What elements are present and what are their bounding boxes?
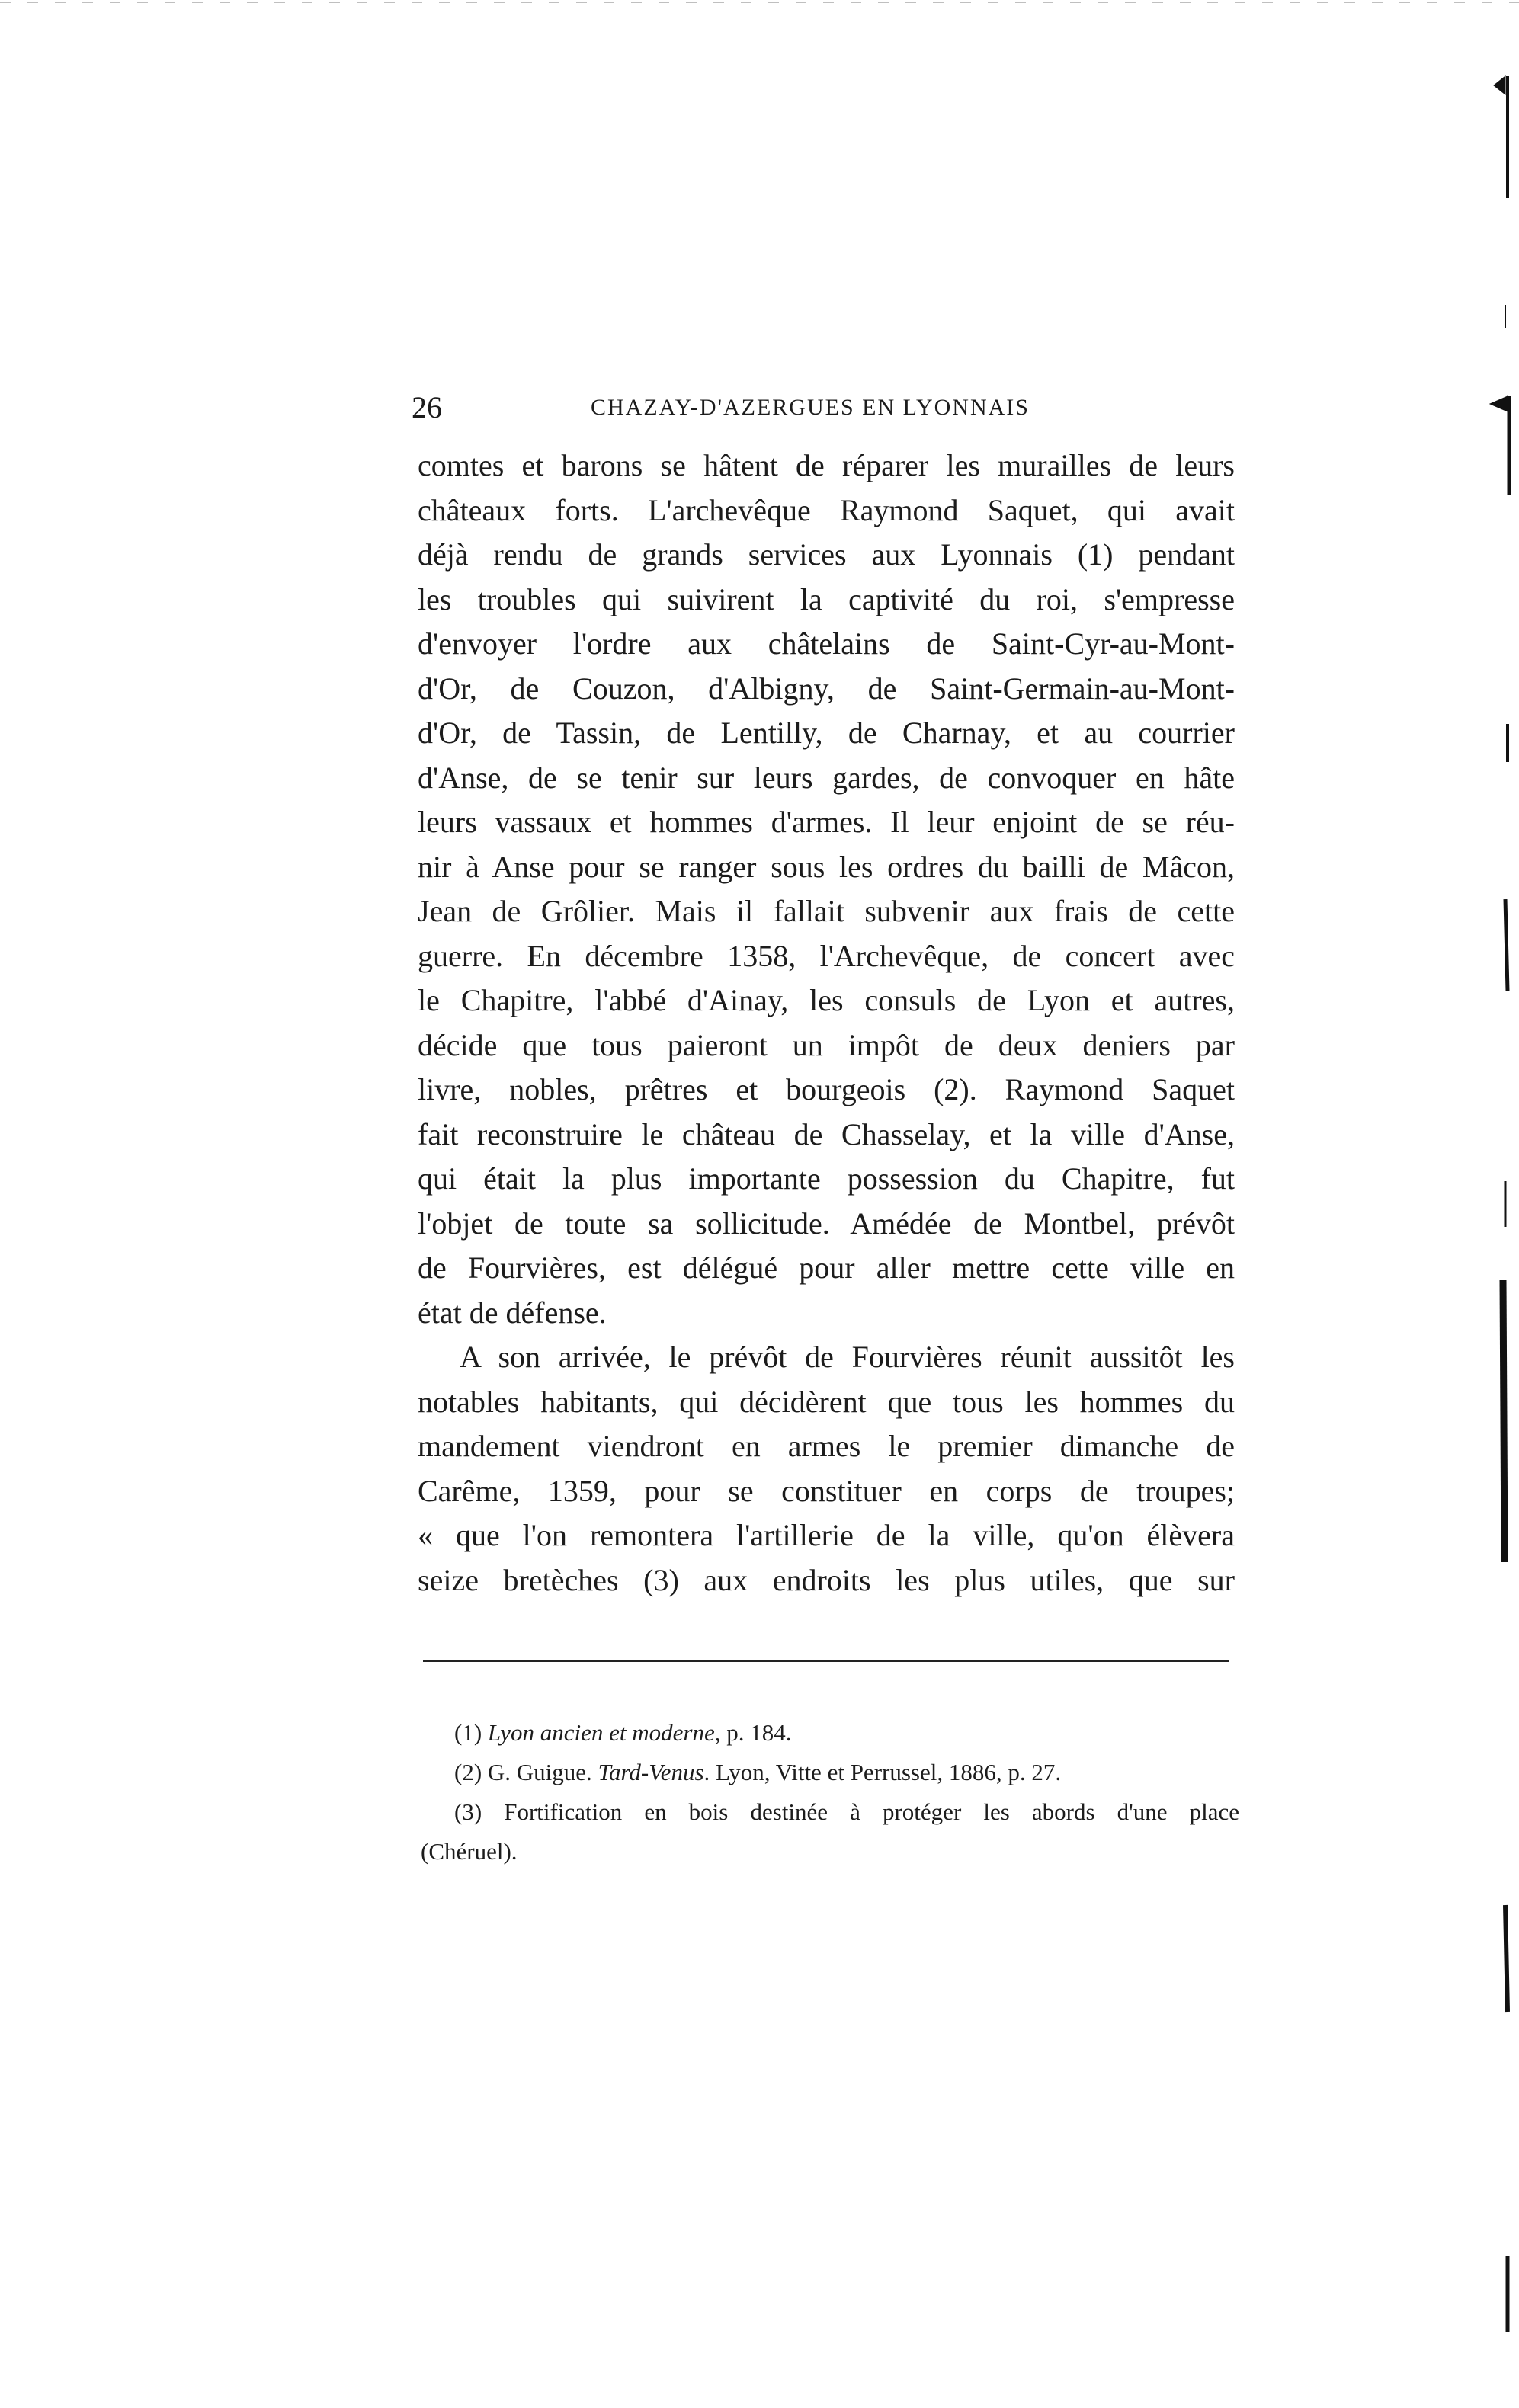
text-line: qui était la plus importante possession du Chapitre, fut — [418, 1161, 1235, 1196]
footnote-author: G. Guigue. — [487, 1759, 592, 1785]
paragraph-start-line: A son arrivée, le prévôt de Fourvières réunit aussitôt les — [460, 1340, 1235, 1374]
body-text — [418, 443, 1235, 1603]
footnote-3: (3) Fortification en bois destinée à protéger les abords d'une place — [454, 1798, 1239, 1825]
footnote-2 — [454, 1753, 1239, 1792]
footnote-title: Lyon ancien et moderne — [487, 1719, 715, 1746]
footnotes — [421, 1713, 1239, 1872]
text-line: mandement viendront en armes le premier dimanche de — [418, 1429, 1235, 1463]
scan-edge-mark — [1505, 899, 1508, 991]
text-line: châteaux forts. L'archevêque Raymond Saquet, qui avait — [418, 492, 1235, 527]
text-line: l'objet de toute sa sollicitude. Amédée de Montbel, prévôt — [418, 1206, 1235, 1241]
footnote-text: . Lyon, Vitte et Perrussel, 1886, p. 27. — [703, 1759, 1062, 1785]
footnote-1 — [454, 1713, 1239, 1753]
text-line: d'Or, de Couzon, d'Albigny, de Saint-Germain-au-Mont- — [418, 671, 1235, 706]
footnote-3-continuation: (Chéruel). — [421, 1838, 518, 1865]
text-line: décide que tous paieront un impôt de deux deniers par — [418, 1027, 1235, 1062]
scan-edge-mark — [1490, 396, 1508, 411]
text-line: « que l'on remontera l'artillerie de la ville, qu'on élèvera — [418, 1518, 1235, 1552]
running-title: CHAZAY-D'AZERGUES EN LYONNAIS — [591, 395, 1030, 420]
text-line: le Chapitre, l'abbé d'Ainay, les consuls de Lyon et autres, — [418, 983, 1235, 1017]
text-line: d'envoyer l'ordre aux châtelains de Saint-Cyr-au-Mont- — [418, 626, 1235, 661]
text-line: fait reconstruire le château de Chasselay, et la ville d'Anse, — [418, 1116, 1235, 1151]
text-line: seize bretèches (3) aux endroits les plus utiles, que sur — [418, 1562, 1235, 1597]
footnote-text: , p. 184. — [714, 1719, 792, 1746]
text-line: d'Anse, de se tenir sur leurs gardes, de convoquer en hâte — [418, 760, 1235, 795]
footnote-marker: (2) — [454, 1759, 482, 1785]
paragraph-end-line: état de défense. — [418, 1295, 607, 1330]
footnote-title: Tard-Venus — [598, 1759, 704, 1785]
text-line: livre, nobles, prêtres et bourgeois (2). Raymond Saquet — [418, 1072, 1235, 1106]
text-line: Carême, 1359, pour se constituer en corps de troupes; — [418, 1473, 1235, 1508]
text-line: les troubles qui suivirent la captivité du roi, s'empresse — [418, 581, 1235, 616]
text-line: leurs vassaux et hommes d'armes. Il leur enjoint de se réu- — [418, 805, 1235, 839]
text-line: nir à Anse pour se ranger sous les ordres du bailli de Mâcon, — [418, 849, 1235, 884]
footnote-rule — [423, 1660, 1229, 1662]
text-line: comtes et barons se hâtent de réparer les murailles de leurs — [418, 448, 1235, 482]
text-line: de Fourvières, est délégué pour aller mettre cette ville en — [418, 1250, 1235, 1285]
text-line: guerre. En décembre 1358, l'Archevêque, de concert avec — [418, 938, 1235, 973]
page-number: 26 — [412, 390, 442, 424]
scan-edge-mark — [1503, 1280, 1505, 1562]
page-header — [412, 385, 1235, 431]
text-line: déjà rendu de grands services aux Lyonnais (1) pendant — [418, 537, 1235, 572]
scan-edge-mark — [1494, 76, 1505, 94]
footnote-marker: (1) — [454, 1719, 482, 1746]
scan-edge-mark — [1505, 1905, 1508, 2012]
text-line: Jean de Grôlier. Mais il fallait subvenir aux frais de cette — [418, 894, 1235, 928]
text-line: d'Or, de Tassin, de Lentilly, de Charnay, et au courrier — [418, 716, 1235, 750]
text-line: notables habitants, qui décidèrent que tous les hommes du — [418, 1384, 1235, 1419]
